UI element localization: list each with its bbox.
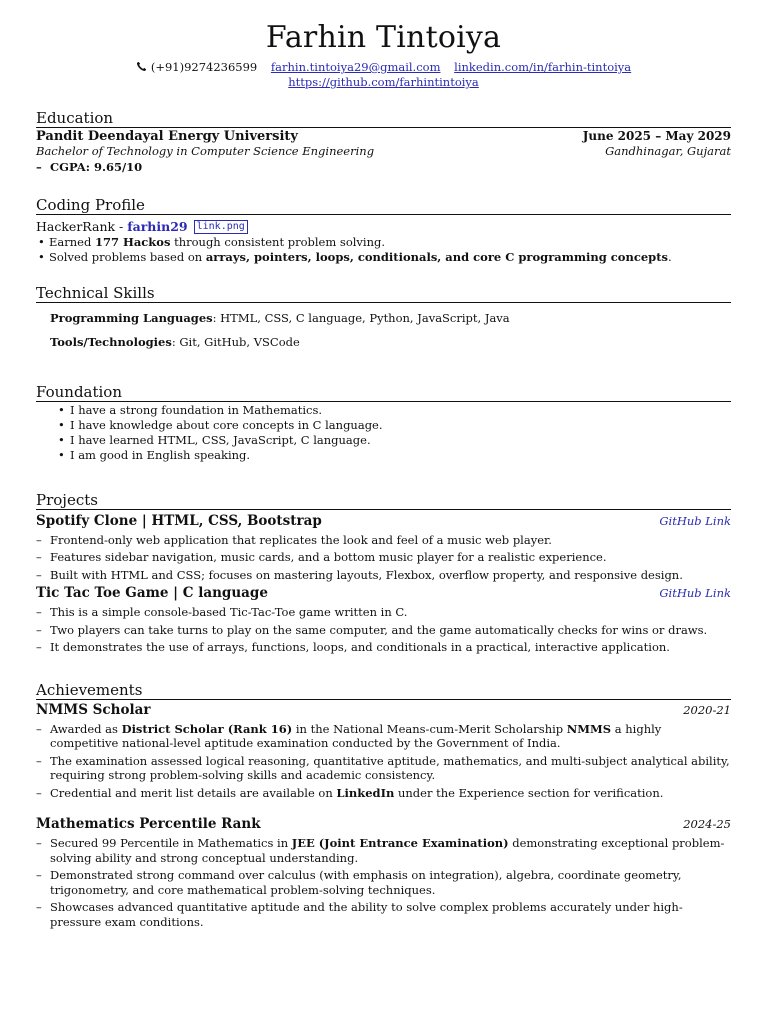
education-dates: June 2025 – May 2029 — [582, 129, 731, 143]
list-item: – This is a simple console-based Tic-Tac-Toe game written in C. — [36, 605, 731, 620]
foundation-list — [36, 403, 731, 463]
project-tictactoe-details — [36, 605, 731, 655]
list-item: – Demonstrated strong command over calculus (with emphasis on integration), algebra, coordinate geometry, trigonometry, and core mathematical problem-solving techniques. — [36, 868, 731, 897]
achievement-math-header — [36, 816, 731, 833]
list-item: • Earned 177 Hackos through consistent problem solving. — [36, 235, 731, 250]
degree: Bachelor of Technology in Computer Science Engineering — [36, 144, 375, 158]
phone-number: (+91)9274236599 — [150, 60, 258, 74]
list-item: – Credential and merit list details are available on LinkedIn under the Experience section for verification. — [36, 786, 731, 801]
github-link[interactable]: https://github.com/farhintintoiya — [288, 75, 479, 89]
contact-line — [36, 60, 731, 90]
linkedin-link[interactable]: linkedin.com/in/farhin-tintoiya — [454, 60, 632, 74]
list-item: – Showcases advanced quantitative aptitude and the ability to solve complex problems accurately under high-pressure exam conditions. — [36, 900, 731, 929]
tools-line: Tools/Technologies: Git, GitHub, VSCode — [50, 334, 300, 349]
languages-line: Programming Languages: HTML, CSS, C language, Python, JavaScript, Java — [50, 310, 510, 325]
list-item: • I have a strong foundation in Mathematics. — [36, 403, 731, 418]
achievement-date: 2020-21 — [683, 702, 731, 717]
institution-name: Pandit Deendayal Energy University — [36, 129, 298, 144]
project-title: Tic Tac Toe Game | C language — [36, 585, 268, 601]
achievement-math-details — [36, 836, 731, 929]
list-item: – Frontend-only web application that replicates the look and feel of a music web player. — [36, 533, 731, 548]
list-item: – Awarded as District Scholar (Rank 16) in the National Means-cum-Merit Scholarship NMMS a highly competitive national-level aptitude examination conducted by the Government of India. — [36, 722, 731, 751]
coding-list — [36, 235, 731, 265]
achievement-title: Mathematics Percentile Rank — [36, 816, 261, 832]
list-item: – Two players can take turns to play on the same computer, and the game automatically checks for wins or draws. — [36, 623, 731, 638]
projects-heading: Projects — [36, 491, 731, 510]
hackerrank-line — [36, 219, 731, 234]
degree-row — [36, 144, 731, 159]
coding-heading: Coding Profile — [36, 196, 731, 215]
platform-label: HackerRank - — [36, 218, 128, 234]
email-link[interactable]: farhin.tintoiya29@gmail.com — [270, 60, 441, 74]
list-item: – Features sidebar navigation, music cards, and a bottom music player for a realistic experience. — [36, 550, 731, 565]
education-location: Gandhinagar, Gujarat — [605, 144, 731, 158]
phone-icon — [136, 61, 147, 72]
list-item: • I have learned HTML, CSS, JavaScript, C language. — [36, 433, 731, 448]
list-item: – Built with HTML and CSS; focuses on mastering layouts, Flexbox, overflow property, and responsive design. — [36, 568, 731, 583]
project-github-link[interactable]: GitHub Link — [659, 513, 731, 528]
project-spotify-header — [36, 513, 731, 530]
project-spotify-details — [36, 533, 731, 583]
skills-heading: Technical Skills — [36, 284, 731, 303]
achievement-date: 2024-25 — [683, 817, 731, 831]
project-tictactoe-header — [36, 585, 731, 602]
list-item: – It demonstrates the use of arrays, functions, loops, and conditionals in a practical, interactive application. — [36, 640, 731, 655]
project-title: Spotify Clone | HTML, CSS, Bootstrap — [36, 512, 322, 529]
link-image-badge[interactable]: link.png — [194, 220, 248, 234]
list-item: – Secured 99 Percentile in Mathematics in JEE (Joint Entrance Examination) demonstrating exceptional problem-solving ability and strong conceptual understanding. — [36, 836, 731, 865]
list-item: – The examination assessed logical reasoning, quantitative aptitude, mathematics, and multi-subject analytical ability, requiring strong problem-solving skills and academic consistency. — [36, 754, 731, 783]
list-item: • Solved problems based on arrays, pointers, loops, conditionals, and core C programming concepts. — [36, 250, 731, 265]
project-github-link[interactable]: GitHub Link — [659, 586, 731, 600]
achievements-heading: Achievements — [36, 681, 731, 700]
achievement-title: NMMS Scholar — [36, 701, 151, 718]
resume-page — [36, 18, 731, 932]
list-item: • I have knowledge about core concepts in C language. — [36, 418, 731, 433]
education-heading: Education — [36, 109, 731, 128]
hackerrank-handle-link[interactable]: farhin29 — [127, 218, 188, 234]
achievement-nmms-details — [36, 722, 731, 801]
candidate-name: Farhin Tintoiya — [265, 20, 502, 55]
phone-item — [136, 60, 261, 74]
list-item: • I am good in English speaking. — [36, 448, 731, 463]
achievement-nmms-header — [36, 702, 731, 719]
foundation-heading: Foundation — [36, 383, 731, 402]
cgpa: – CGPA: 9.65/10 — [36, 160, 731, 175]
education-details — [36, 160, 731, 175]
education-row — [36, 129, 731, 144]
